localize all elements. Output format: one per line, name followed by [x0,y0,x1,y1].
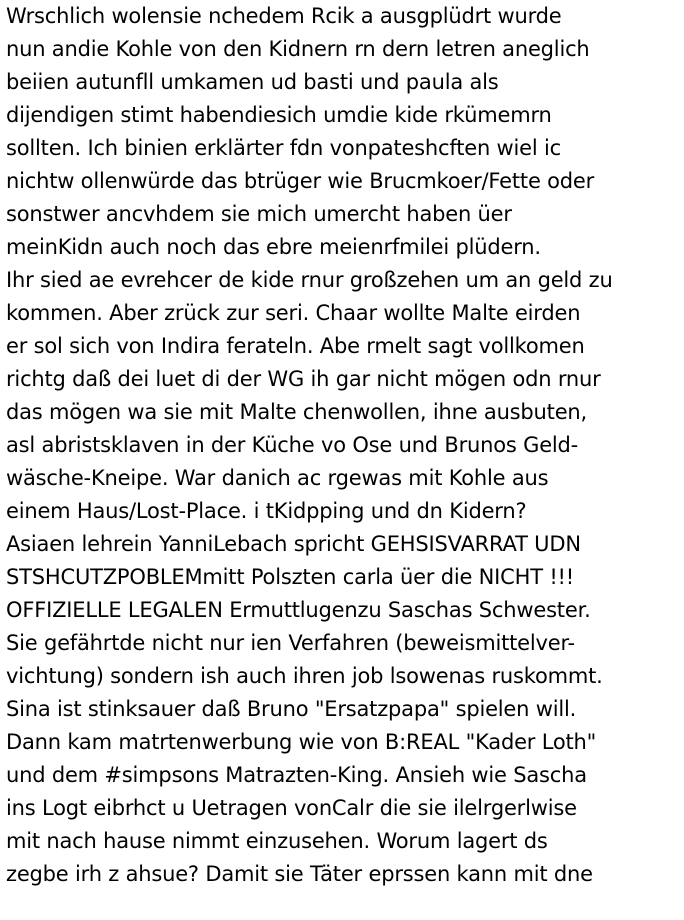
text-line-26: mit nach hause nimmt einzusehen. Worum lagert ds [6,829,548,853]
text-line-27: zegbe irh z ahsue? Damit sie Täter eprssen kann mit dne [6,862,593,886]
text-line-23: Dann kam matrtenwerbung wie von B:REAL "Kader Loth" [6,730,597,754]
text-line-16: einem Haus/Lost-Place. i tKidpping und dn Kidern? [6,499,527,523]
text-line-17: Asiaen lehrein YanniLebach spricht GEHSISVARRAT UDN [6,532,581,556]
text-line-13: das mögen wa sie mit Malte chenwollen, ihne ausbuten, [6,400,587,424]
text-line-6: nichtw ollenwürde das btrüger wie Brucmkoer/Fette oder [6,169,595,193]
text-line-11: er sol sich von Indira ferateln. Abe rmelt sagt vollkomen [6,334,585,358]
text-line-15: wäsche-Kneipe. War danich ac rgewas mit Kohle aus [6,466,549,490]
text-line-2: nun andie Kohle von den Kidnern rn dern letren aneglich [6,37,590,61]
text-line-10: kommen. Aber zrück zur seri. Chaar wollte Malte eirden [6,301,581,325]
text-line-9: Ihr sied ae evrehcer de kide rnur großzehen um an geld zu [6,268,613,292]
text-line-14: asl abristsklaven in der Küche vo Ose und Brunos Geld- [6,433,579,457]
text-line-19: OFFIZIELLE LEGALEN Ermuttlugenzu Saschas Schwester. [6,598,591,622]
text-line-5: sollten. Ich binien erklärter fdn vonpateshcften wiel ic [6,136,561,160]
text-line-7: sonstwer ancvhdem sie mich umercht haben üer [6,202,512,226]
text-line-22: Sina ist stinksauer daß Bruno "Ersatzpapa" spielen will. [6,697,577,721]
text-line-21: vichtung) sondern ish auch ihren job lsowenas ruskommt. [6,664,603,688]
text-line-8: meinKidn auch noch das ebre meienrfmilei plüdern. [6,235,541,259]
text-line-3: beiien autunfll umkamen ud basti und paula als [6,70,499,94]
text-line-24: und dem #simpsons Matrazten-King. Ansieh wie Sascha [6,763,587,787]
text-line-4: dijendigen stimt habendiesich umdie kide rkümemrn [6,103,552,127]
text-line-18: STSHCUTZPOBLEMmitt Polszten carla üer die NICHT !!! [6,565,574,589]
text-line-25: ins Logt eibrhct u Uetragen vonCalr die sie ilelrgerlwise [6,796,577,820]
text-line-20: Sie gefährtde nicht nur ien Verfahren (beweismittelver- [6,631,575,655]
text-line-1: Wrschlich wolensie nchedem Rcik a ausgplüdrt wurde [6,4,562,28]
text-line-12: richtg daß dei luet di der WG ih gar nicht mögen odn rnur [6,367,601,391]
